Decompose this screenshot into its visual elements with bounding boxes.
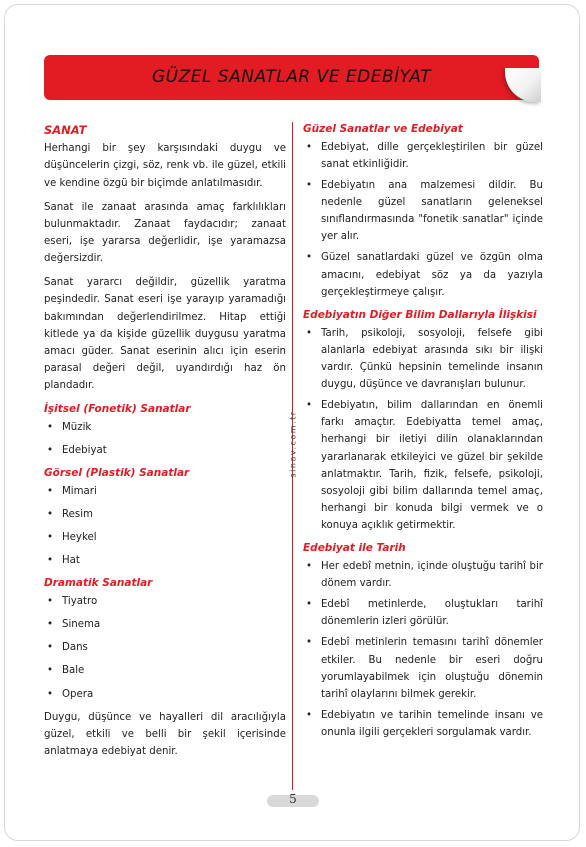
list-item: • Hat [44,552,286,569]
list-item: • Edebiyat [44,442,286,459]
section-heading-gorsel: Görsel (Plastik) Sanatlar [44,467,190,480]
list-item: • Edebî metinlerde, oluştukları tarihî dönemlerin izleri görülür. [303,596,543,630]
list-item: • Edebî metinlerin temasını tarihî dönemler etkiler. Bu nedenle bir eseri doğru yorumlayabilmek için oluştuğu dönemin tarihî olaylarını bilmek gerekir. [303,634,543,703]
title-banner [44,55,539,100]
watermark-text: sinav.com.tr [288,410,298,478]
section-heading-dramatik: Dramatik Sanatlar [44,577,153,590]
list-item: • Tarih, psikoloji, sosyoloji, felsefe gibi alanlarla edebiyat arasında sıkı bir ilişki vardır. Çünkü hepsinin temelinde insanın duygu, düşünce ve davranışları bulunur. [303,325,543,394]
list-item: • Dans [44,639,286,656]
list-item: • Edebiyatın, bilim dallarından en önemli farkı amaçtır. Edebiyatta temel amaç, herhangi bir iletiyi dilin olanaklarından yararlanarak etkileyici ve güzel bir şekilde anlatmaktır. Tarih, fizik, felsefe, psikoloji, sosyoloji gibi bilim dallarında temel amaç, herhangi bir konuda bilgi vermek ve o konuya açıklık getirmektir. [303,397,543,534]
paragraph: Herhangi bir şey karşısındaki duygu ve düşüncelerin çizgi, söz, renk vb. ile güzel, etkili ve kendine özgü bir biçimde anlatılmasıdır. [44,143,286,189]
list-item: • Edebiyatın ana malzemesi dildir. Bu nedenle güzel sanatların geleneksel sınıflandırmasında "fonetik sanatlar" içinde yer alır. [303,177,543,246]
list-item: • Müzik [44,419,286,436]
list-diger [303,325,543,535]
list-item: • Tiyatro [44,593,286,610]
closing-paragraph: Duygu, düşünce ve hayalleri dil aracılığıyla güzel, etkili ve belli bir şekil içerisinde anlatmaya edebiyat denir. [44,711,286,757]
right-column [303,121,543,747]
section-heading-sanat: SANAT [44,123,87,137]
list-item: • Edebiyat, dille gerçekleştirilen bir güzel sanat etkinliğidir. [303,139,543,173]
list-item: • Her edebî metnin, içinde oluştuğu tarihî bir dönem vardır. [303,558,543,592]
section-heading-gse: Güzel Sanatlar ve Edebiyat [303,123,463,135]
list-item: • Bale [44,662,286,679]
list-isitsel [44,419,286,459]
section-heading-diger: Edebiyatın Diğer Bilim Dallarıyla İlişkisi [303,308,537,321]
list-item: • Sinema [44,616,286,633]
page-number: 5 [289,792,297,806]
list-tarih [303,558,543,741]
list-dramatik [44,593,286,703]
list-gse [303,139,543,301]
section-heading-isitsel: İşitsel (Fonetik) Sanatlar [44,403,191,416]
list-item: • Edebiyatın ve tarihin temelinde insanı ve onunla ilgili gerçekleri sorgulamak vardır. [303,707,543,741]
list-item: • Resim [44,506,286,523]
paragraph: Sanat yararcı değildir, güzellik yaratma peşindedir. Sanat eseri işe yarayıp yaramadığı bakımından değerlendirilmez. Hitap ettiği kitlede ya da kişide güzellik duygusu yaratma amacı güder. Sanat eserinin alıcı için eserin parasal değeri değil, uyandırdığı haz ön plandadır. [44,277,286,392]
paragraph: Sanat ile zanaat arasında amaç farklılıkları bulunmaktadır. Zanaat faydacıdır; zanaat eseri, işe yararsa değerlidir, işe yaramazsa değersizdir. [44,201,286,265]
list-item: • Mimari [44,483,286,500]
section-heading-tarih: Edebiyat ile Tarih [303,542,406,555]
list-item: • Heykel [44,529,286,546]
page-title: GÜZEL SANATLAR VE EDEBİYAT [152,67,431,87]
list-item: • Opera [44,686,286,703]
list-gorsel [44,483,286,570]
list-item: • Güzel sanatlardaki güzel ve özgün olma amacını, edebiyat söz ya da yazıyla gerçekleştirmeye çalışır. [303,249,543,300]
left-column [44,121,286,767]
